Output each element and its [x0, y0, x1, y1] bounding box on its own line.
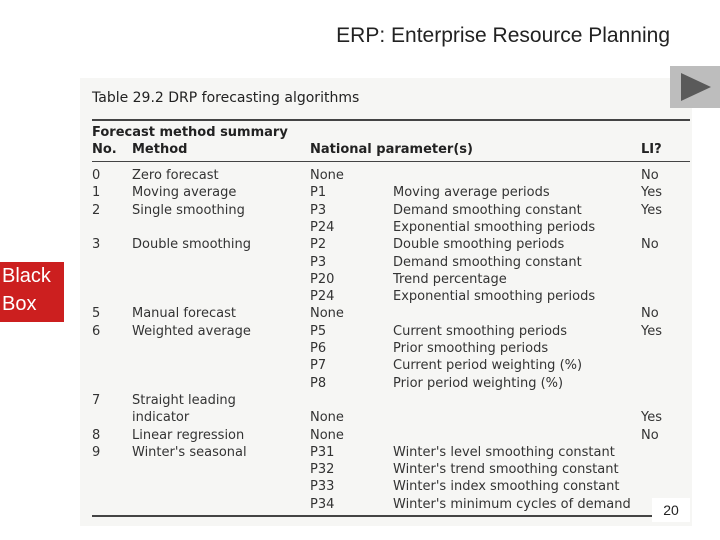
cell-param: None: [310, 168, 344, 183]
table-row: [92, 358, 690, 375]
table-row: [92, 324, 690, 341]
cell-method: Winter's seasonal: [132, 444, 247, 460]
callout-line1: Black: [2, 265, 51, 287]
cell-param: P3: [310, 202, 327, 218]
cell-method: Single smoothing: [132, 202, 245, 218]
cell-no: 7: [92, 392, 101, 408]
table-row: [92, 393, 690, 410]
cell-param: P33: [310, 479, 335, 495]
table-row: [92, 341, 690, 358]
play-triangle-icon: [680, 72, 712, 102]
cell-method: Double smoothing: [132, 237, 251, 253]
cell-description: Trend percentage: [393, 271, 507, 287]
table-row: [92, 185, 690, 202]
cell-method: Manual forecast: [132, 306, 236, 322]
cell-description: Double smoothing periods: [393, 237, 565, 253]
summary-label: Forecast method summary: [92, 125, 288, 140]
cell-method: Zero forecast: [132, 168, 219, 183]
table-row: [92, 168, 690, 185]
cell-description: Prior smoothing periods: [393, 341, 549, 356]
table-row: [92, 462, 690, 479]
callout-line2: Box: [2, 293, 37, 315]
table-row: [92, 220, 690, 237]
table-caption: Table 29.2 DRP forecasting algorithms: [92, 90, 360, 106]
table-row: [92, 289, 690, 306]
cell-no: 8: [92, 427, 101, 443]
cell-param: P6: [310, 341, 327, 356]
cell-param: P5: [310, 323, 327, 339]
cell-param: P20: [310, 271, 335, 287]
cell-description: Current period weighting (%): [393, 358, 583, 374]
cell-li: No: [641, 237, 659, 253]
cell-no: 2: [92, 202, 101, 218]
cell-description: Current smoothing periods: [393, 323, 568, 339]
cell-description: Prior period weighting (%): [393, 375, 564, 391]
cell-li: Yes: [641, 410, 662, 426]
cell-description: Winter's minimum cycles of demand: [393, 496, 631, 512]
cell-no: 1: [92, 185, 101, 201]
cell-li: No: [641, 427, 659, 443]
cell-method: Moving average: [132, 185, 237, 201]
cell-param: P7: [310, 358, 327, 374]
cell-param: P24: [310, 289, 335, 305]
cell-description: Winter's index smoothing constant: [393, 479, 620, 495]
cell-no: 6: [92, 323, 101, 339]
header-no: No.: [92, 142, 117, 157]
table-row: [92, 255, 690, 272]
table-top-rule: [92, 119, 690, 121]
next-slide-button[interactable]: [670, 66, 720, 108]
cell-param: P8: [310, 375, 327, 391]
cell-param: P34: [310, 496, 335, 512]
table-row: [92, 479, 690, 496]
cell-param: P32: [310, 462, 335, 478]
cell-param: P3: [310, 254, 327, 270]
table-row: [92, 376, 690, 393]
cell-li: No: [641, 306, 659, 322]
cell-description: Demand smoothing constant: [393, 254, 582, 270]
cell-description: Winter's level smoothing constant: [393, 444, 615, 460]
header-li: LI?: [641, 142, 662, 157]
table-row: [92, 203, 690, 220]
table-row: [92, 272, 690, 289]
cell-param: P31: [310, 444, 335, 460]
cell-description: Demand smoothing constant: [393, 202, 582, 218]
cell-param: None: [310, 427, 344, 443]
table-row: [92, 445, 690, 462]
table-row: [92, 237, 690, 254]
cell-description: Winter's trend smoothing constant: [393, 462, 619, 478]
cell-method: Straight leading: [132, 392, 236, 408]
header-params: National parameter(s): [310, 142, 473, 157]
cell-description: Exponential smoothing periods: [393, 289, 596, 305]
cell-li: Yes: [641, 323, 662, 339]
header-rule: [92, 161, 690, 162]
table-row: [92, 306, 690, 323]
cell-param: P24: [310, 219, 335, 235]
cell-param: P2: [310, 237, 327, 253]
table-row: [92, 428, 690, 445]
cell-no: 5: [92, 306, 101, 322]
cell-method: Weighted average: [132, 323, 251, 339]
cell-no: 9: [92, 444, 101, 460]
table-row: [92, 410, 690, 427]
cell-param: None: [310, 410, 344, 426]
cell-li: Yes: [641, 202, 662, 218]
page-number: 20: [652, 498, 690, 522]
table-bottom-rule: [92, 515, 690, 517]
cell-description: Exponential smoothing periods: [393, 219, 596, 235]
cell-li: Yes: [641, 185, 662, 201]
cell-li: No: [641, 168, 659, 183]
black-box-callout: [0, 262, 64, 322]
cell-method: indicator: [132, 410, 190, 426]
cell-param: P1: [310, 185, 327, 201]
cell-method: Linear regression: [132, 427, 245, 443]
cell-no: 0: [92, 168, 101, 183]
table-row: [92, 497, 690, 514]
slide-title: ERP: Enterprise Resource Planning: [336, 24, 670, 47]
cell-param: None: [310, 306, 344, 322]
cell-description: Moving average periods: [393, 185, 550, 201]
cell-no: 3: [92, 237, 101, 253]
header-method: Method: [132, 142, 188, 157]
